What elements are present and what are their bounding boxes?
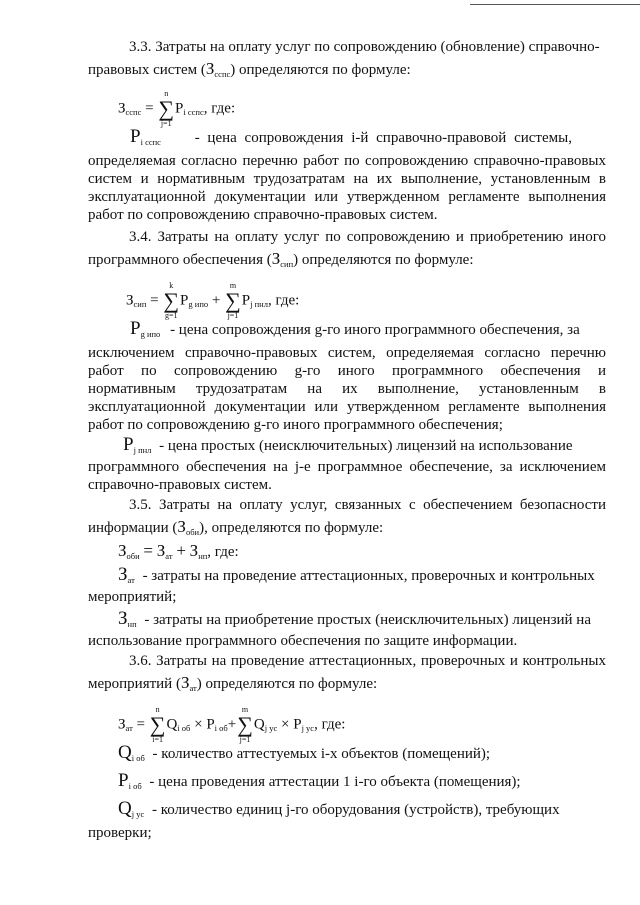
- sum-sign: m ∑ j=1: [237, 705, 253, 744]
- s34-def2-line: программного обеспечения на j-е программное обеспечение, за исключением: [88, 459, 606, 475]
- s33-def-line: определяемая согласно перечню работ по сопровождению справочно-правовых: [88, 153, 606, 169]
- sum-sign: n ∑ j=1: [158, 89, 175, 128]
- s36-def1: $Q_{i об}$ - количество аттестуемых i-х объектов (помещений);: [118, 742, 491, 763]
- s33-line1: 3.3. Затраты на оплату услуг по сопровождению (обновление) справочно-: [129, 39, 600, 55]
- s34-def1-first: $P_{g ипо}$ - цена сопровождения g-го иного программного обеспечения, за: [130, 318, 580, 339]
- s33-formula: $З_{сспс}$ = n ∑ j=1 $P_{i сспс}$, где:: [118, 89, 236, 128]
- s35-line2: информации $(З_{оби})$, определяются по формуле:: [88, 517, 384, 537]
- sum-sign: n ∑ i=1: [149, 705, 166, 744]
- s35-def1-line: мероприятий;: [88, 589, 177, 605]
- s34-def2-line: справочно-правовых систем.: [88, 477, 272, 493]
- s35-def1-first: $З_{ат}$ - затраты на проведение аттестационных, проверочных и контрольных: [118, 564, 595, 585]
- s34-line2: программного обеспечения $(З_{сип})$ определяются по формуле:: [88, 249, 474, 269]
- s36-def3-first: $Q_{j ус}$ - количество единиц j-го оборудования (устройств), требующих: [118, 798, 560, 819]
- header-rule: [470, 4, 640, 5]
- s36-def2: $P_{i об}$ - цена проведения аттестации 1 i-го объекта (помещения);: [118, 770, 521, 791]
- s34-def1-line: эксплуатационной документации или утвержденном регламенте выполнения: [88, 399, 606, 415]
- s34-formula: $З_{сип}$ = k ∑ g=1 $P_{g ипо}$ + m ∑ j=1 $P_{j пнл}$, где:: [126, 281, 300, 320]
- s35-def2-line: использование программного обеспечения по защите информации.: [88, 633, 518, 649]
- s36-def3-line: проверки;: [88, 825, 152, 841]
- s33-def-first: $P_{i сспс}$ - цена сопровождения i-й справочно-правовой системы,: [130, 126, 572, 147]
- s34-line1: 3.4. Затраты на оплату услуг по сопровождению и приобретению иного: [129, 229, 606, 245]
- s35-def2-first: $З_{нп}$ - затраты на приобретение простых (неисключительных) лицензий на: [118, 608, 591, 629]
- s36-formula: $З_{ат}$ = n ∑ i=1 $Q_{i об} \times P_{i об}+$ m ∑ j=1 $Q_{j ус} \times P_{j ус}$, где:: [118, 705, 346, 744]
- s34-def1-line: нормативным трудозатратам на их выполнение, установленным в: [88, 381, 606, 397]
- s35-formula: $З_{оби} = З_{ат} + З_{нп}$, где:: [118, 541, 239, 561]
- s34-def1-line: работ по сопровождению g-го иного программного обеспечения и: [88, 363, 606, 379]
- s33-def-line: работ по сопровождению справочно-правовых систем.: [88, 207, 438, 223]
- s36-line2: мероприятий $(З_{ат})$ определяются по формуле:: [88, 673, 378, 693]
- s33-line2: правовых систем $(З_{сспс})$ определяются по формуле:: [88, 59, 411, 79]
- s33-def-line: эксплуатационной документации или утвержденном регламенте выполнения: [88, 189, 606, 205]
- s34-def2-first: $P_{j пнл}$ - цена простых (неисключительных) лицензий на использование: [123, 434, 573, 455]
- s33-def-line: систем и нормативным трудозатратам на их выполнение, установленным в: [88, 171, 606, 187]
- s36-line1: 3.6. Затраты на проведение аттестационных, проверочных и контрольных: [129, 653, 606, 669]
- s35-line1: 3.5. Затраты на оплату услуг, связанных с обеспечением безопасности: [129, 497, 606, 513]
- s34-def1-line: исключением справочно-правовых систем, определяемая согласно перечню: [88, 345, 606, 361]
- s34-def1-line: работ по сопровождению g-го иного программного обеспечения;: [88, 417, 503, 433]
- sum-sign: k ∑ g=1: [163, 281, 180, 320]
- sum-sign: m ∑ j=1: [225, 281, 241, 320]
